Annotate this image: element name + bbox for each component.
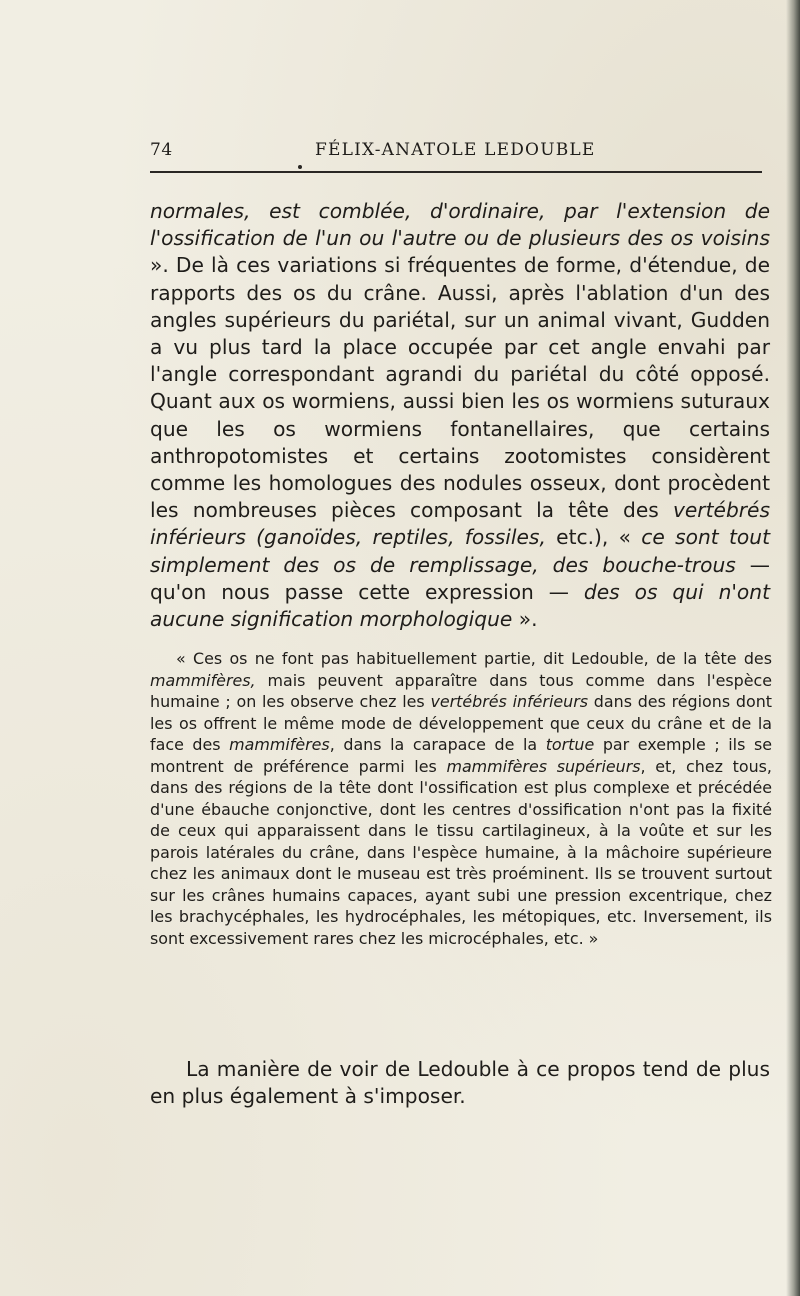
text-run: etc.), «	[545, 525, 642, 550]
italic-run: mammifères supérieurs	[446, 756, 641, 776]
text-run: ».	[512, 607, 538, 632]
page-edge-shadow	[786, 0, 800, 1296]
running-head: FÉLIX-ANATOLE LEDOUBLE	[315, 140, 596, 160]
text-run: — qu'on nous passe cette expression —	[150, 552, 770, 604]
text-run: , et, chez tous, dans des régions de la tête dont l'ossification est plus complexe et précédée d'une ébauche conjonctive, dont les centres d'ossification n'ont pas la fixité de ceux qui apparaissent dans le tissu cartilagineux, à la voûte et sur les parois latérales du crâne, dans l'espèce humaine, à la mâchoire supérieure chez les animaux dont le museau est très proéminent. Ils se trouvent surtout sur les crânes humains capaces, ayant subi une pression excentrique, chez les brachycéphales, les hydrocéphales, les métopiques, etc. Inversement, ils sont excessivement rares chez les microcéphales, etc. »	[150, 756, 772, 948]
text-run: , dans la carapace de la	[329, 735, 546, 754]
text-run: La manière de voir de Ledouble à ce propos tend de plus en plus également à s'imposer.	[150, 1057, 770, 1109]
italic-run: vertébrés inférieurs (ganoïdes, reptiles, fossiles,	[150, 498, 770, 550]
italic-run: ce sont tout simplement des os de remplissage, des bouche-trous	[150, 525, 770, 577]
page-number: 74	[150, 140, 173, 160]
text-run: par exemple ; ils se montrent de préférence parmi les	[150, 735, 772, 776]
page-header	[150, 140, 762, 168]
text-run: dans des régions dont les os offrent le même mode de développement que ceux du crâne et de la face des	[150, 692, 772, 754]
italic-run: mammifères	[229, 735, 330, 754]
block-quote	[150, 648, 772, 949]
text-run: mais peuvent apparaître dans tous comme dans l'espèce humaine ; on les observe chez les	[150, 670, 772, 711]
italic-run: vertébrés inférieurs	[430, 692, 589, 711]
italic-run: tortue	[545, 735, 595, 754]
text-run: « Ces os ne font pas habituellement partie, dit Ledouble, de la tête des	[176, 649, 772, 668]
text-run: ». De là ces variations si fréquentes de forme, d'étendue, de rapports des os du crâne. Aussi, après l'ablation d'un des angles supérieurs du pariétal, sur un animal vivant, Gudden a vu plus tard la place occupée par cet angle envahi par l'angle correspondant agrandi du pariétal du côté opposé. Quant aux os wormiens, aussi bien les os wormiens suturaux que les os wormiens fontanellaires, que certains anthropotomistes et certains zootomistes considèrent comme les homologues des nodules osseux, dont procèdent les nombreuses pièces composant la tête des	[150, 253, 770, 523]
italic-run: mammifères,	[150, 670, 256, 690]
italic-run: des os qui n'ont aucune signification morphologique	[150, 579, 770, 632]
header-rule-ornament	[298, 165, 302, 169]
body-paragraph	[150, 198, 770, 633]
header-rule	[150, 171, 762, 173]
closing-paragraph	[150, 1056, 770, 1110]
italic-run: normales, est comblée, d'ordinaire, par l'extension de l'ossification de l'un ou l'autre ou de plusieurs des os voisins	[150, 199, 770, 251]
